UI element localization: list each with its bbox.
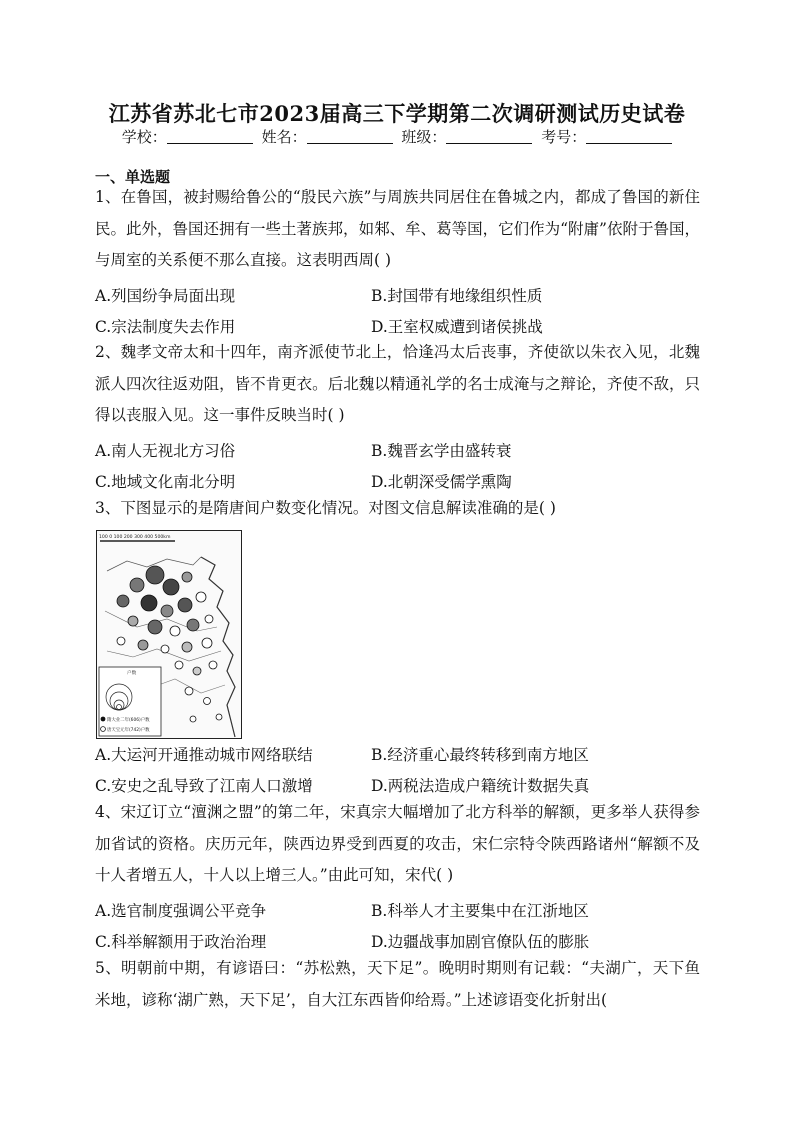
question-3-stem: 3、下图显示的是隋唐间户数变化情况。对图文信息解读准确的是( ): [95, 499, 556, 517]
question-2-option-a[interactable]: A.南人无视北方习俗: [95, 442, 236, 460]
school-blank[interactable]: [167, 129, 253, 144]
question-1-option-d[interactable]: D.王室权威遭到诸侯挑战: [371, 318, 543, 336]
question-1-stem: 1、在鲁国，被封赐给鲁公的“殷民六族”与周族共同居住在鲁城之内，都成了鲁国的新住民。此外，鲁国还拥有一些土著族邦，如邾、牟、葛等国，它们作为“附庸”依附于鲁国，与周室的关系便不那么直接。这表明西周( ): [95, 188, 700, 269]
question-4-option-b[interactable]: B.科举人才主要集中在江浙地区: [371, 902, 589, 920]
question-4-stem: 4、宋辽订立“澶渊之盟”的第二年，宋真宗大幅增加了北方科举的解额，更多举人获得参加省试的资格。庆历元年，陕西边界受到西夏的攻击，宋仁宗特令陕西路诸州“解额不及十人者增五人，十人以上增三人。”由此可知，宋代( ): [95, 803, 700, 884]
question-1-option-b[interactable]: B.封国带有地缘组织性质: [371, 287, 543, 305]
legend-marker-sui: [101, 717, 106, 722]
class-blank[interactable]: [446, 129, 532, 144]
class-label: 班级：: [401, 128, 447, 146]
section-title: 一、单选题: [95, 168, 171, 186]
legend-box: [99, 667, 161, 736]
map-graphic: [97, 531, 241, 738]
exam-number-blank[interactable]: [586, 129, 672, 144]
question-3-option-a[interactable]: A.大运河开通推动城市网络联结: [95, 746, 313, 764]
legend-item-tang: 唐天宝元年(742)户数: [107, 728, 150, 733]
legend-marker-tang: [101, 727, 106, 732]
question-2-option-c[interactable]: C.地域文化南北分明: [95, 473, 236, 491]
name-label: 姓名：: [261, 128, 307, 146]
question-4-option-a[interactable]: A.选官制度强调公平竞争: [95, 902, 267, 920]
exam-number-label: 考号：: [541, 128, 587, 146]
student-info-line: [0, 126, 794, 147]
scale-label: 100 0 100 200 300 400 500km: [99, 535, 171, 540]
question-2-option-b[interactable]: B.魏晋玄学由盛转衰: [371, 442, 512, 460]
question-4-option-d[interactable]: D.边疆战事加剧官僚队伍的膨胀: [371, 933, 590, 951]
question-4-option-c[interactable]: C.科举解额用于政治治理: [95, 933, 267, 951]
name-blank[interactable]: [307, 129, 393, 144]
question-2-stem: 2、魏孝文帝太和十四年，南齐派使节北上，恰逢冯太后丧事，齐使欲以朱衣入见，北魏派人四次往返劝阻，皆不肯更衣。后北魏以精通礼学的名士成淹与之辩论，齐使不敌，只得以丧服入见。这一事件反映当时( ): [95, 343, 700, 424]
question-2-option-d[interactable]: D.北朝深受儒学熏陶: [371, 473, 512, 491]
sui-tang-household-map: [96, 530, 242, 739]
exam-title: 江苏省苏北七市2023届高三下学期第二次调研测试历史试卷: [108, 101, 686, 126]
question-3-option-c[interactable]: C.安史之乱导致了江南人口激增: [95, 777, 313, 795]
question-3-option-b[interactable]: B.经济重心最终转移到南方地区: [371, 746, 589, 764]
school-label: 学校：: [121, 128, 167, 146]
question-1-option-c[interactable]: C.宗法制度失去作用: [95, 318, 236, 336]
question-5-stem: 5、明朝前中期，有谚语曰：“苏松熟，天下足”。晚明时期则有记载：“夫湖广，天下鱼米地，谚称‘湖广熟，天下足’，自大江东西皆仰给焉。”上述谚语变化折射出(: [95, 959, 700, 1009]
legend-item-sui: 隋大业二年(606)户数: [107, 718, 150, 723]
question-3-option-d[interactable]: D.两税法造成户籍统计数据失真: [371, 777, 590, 795]
question-1-option-a[interactable]: A.列国纷争局面出现: [95, 287, 236, 305]
legend-title: 户数: [127, 671, 137, 676]
